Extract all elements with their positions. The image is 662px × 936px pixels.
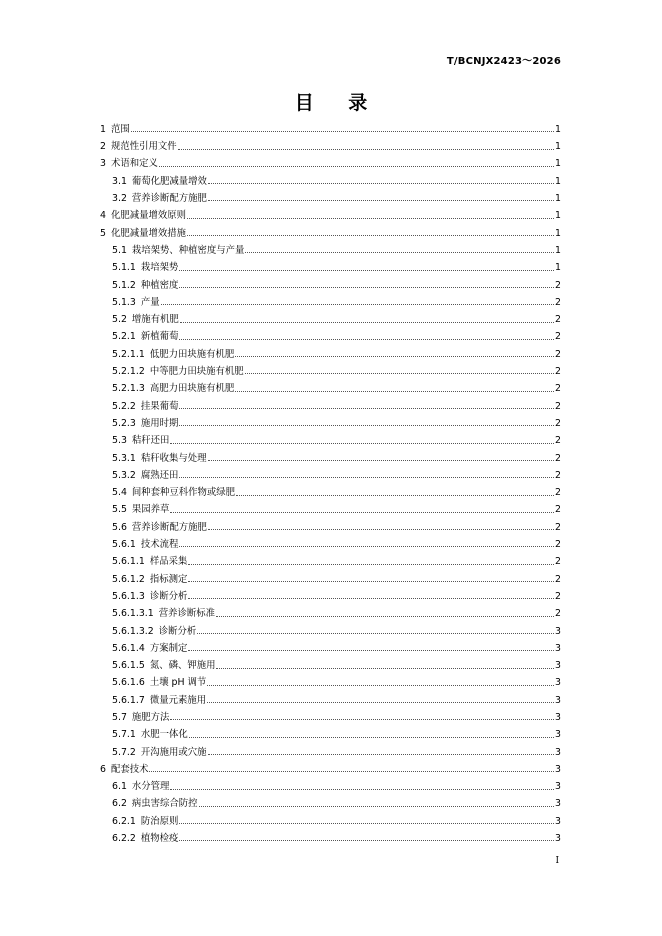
toc-entry-title: 腐熟还田 (140, 469, 179, 481)
toc-entry-number: 5.6.1.4 (112, 642, 145, 654)
toc-leader-dots (179, 476, 554, 478)
toc-entry-page: 2 (555, 504, 561, 516)
toc-entry-page: 2 (555, 314, 561, 326)
toc-entry[interactable] (100, 757, 561, 774)
toc-entry-title: 方案制定 (149, 642, 188, 654)
toc-entry-page: 3 (555, 642, 561, 654)
toc-entry-number: 5.2.1 (112, 331, 136, 343)
toc-leader-dots (179, 407, 554, 409)
toc-entry-title: 种植密度 (140, 279, 179, 291)
toc-entry-number: 5.6.1.6 (112, 677, 145, 689)
toc-entry-title: 开沟施用或穴施 (140, 746, 207, 758)
toc-entry-title: 施肥方法 (131, 711, 170, 723)
toc-entry-number: 5.7.2 (112, 746, 136, 758)
toc-entry[interactable] (100, 809, 561, 826)
toc-entry[interactable] (100, 636, 561, 653)
toc-leader-dots (197, 632, 554, 634)
toc-entry-title: 范围 (110, 123, 130, 135)
toc-entry-number: 5.6.1.1 (112, 556, 145, 568)
toc-entry-number: 6.2 (112, 798, 127, 810)
toc-entry-page: 2 (555, 487, 561, 499)
toc-entry-title: 栽培架势 (140, 262, 179, 274)
toc-leader-dots (245, 372, 554, 374)
toc-entry-number: 5.3.2 (112, 469, 136, 481)
toc-entry[interactable] (100, 826, 561, 843)
toc-entry[interactable] (100, 428, 561, 445)
toc-leader-dots (245, 251, 554, 253)
toc-leader-dots (170, 511, 554, 513)
toc-entry-page: 3 (555, 781, 561, 793)
toc-leader-dots (216, 667, 554, 669)
toc-entry-page: 3 (555, 677, 561, 689)
toc-leader-dots (187, 217, 554, 219)
toc-entry[interactable] (100, 203, 561, 220)
toc-entry[interactable] (100, 134, 561, 151)
toc-entry-title: 诊断分析 (158, 625, 197, 637)
toc-leader-dots (207, 684, 554, 686)
toc-entry-number: 5.2.1.3 (112, 383, 145, 395)
toc-entry-title: 营养诊断标准 (158, 608, 216, 620)
toc-entry-title: 高肥力田块施有机肥 (149, 383, 235, 395)
toc-leader-dots (188, 597, 554, 599)
toc-leader-dots (188, 649, 554, 651)
toc-entry-page: 1 (555, 193, 561, 205)
toc-entry-page: 2 (555, 331, 561, 343)
toc-entry-number: 6.1 (112, 781, 127, 793)
toc-leader-dots (179, 545, 554, 547)
toc-leader-dots (208, 182, 554, 184)
toc-leader-dots (161, 303, 554, 305)
toc-entry-number: 5.3.1 (112, 452, 136, 464)
toc-entry[interactable] (100, 221, 561, 238)
toc-entry-number: 5.6.1.7 (112, 694, 145, 706)
toc-leader-dots (208, 459, 555, 461)
toc-entry-number: 5.6.1 (112, 539, 136, 551)
toc-entry-page: 3 (555, 625, 561, 637)
toc-entry-title: 技术流程 (140, 539, 179, 551)
toc-entry[interactable] (100, 584, 561, 601)
toc-leader-dots (189, 736, 554, 738)
toc-entry-title: 果园养草 (131, 504, 170, 516)
toc-entry-number: 5.6.1.5 (112, 660, 145, 672)
toc-entry[interactable] (100, 549, 561, 566)
toc-leader-dots (149, 770, 554, 772)
toc-entry-number: 3.2 (112, 193, 127, 205)
toc-entry[interactable] (100, 792, 561, 809)
toc-entry-title: 配套技术 (110, 763, 149, 775)
toc-entry-title: 中等肥力田块施有机肥 (149, 366, 244, 378)
toc-entry-title: 诊断分析 (149, 590, 188, 602)
toc-leader-dots (170, 718, 554, 720)
toc-entry-page: 2 (555, 469, 561, 481)
toc-entry-title: 微量元素施用 (149, 694, 207, 706)
toc-leader-dots (179, 286, 554, 288)
toc-entry[interactable] (100, 186, 561, 203)
toc-leader-dots (208, 528, 554, 530)
toc-entry-page: 1 (555, 123, 561, 135)
toc-entry-page: 2 (555, 539, 561, 551)
toc-entry-page: 1 (555, 262, 561, 274)
toc-entry-title: 挂果葡萄 (140, 400, 179, 412)
toc-entry-title: 秸秆还田 (131, 435, 170, 447)
toc-entry[interactable] (100, 290, 561, 307)
page-title: 目 录 (294, 92, 382, 114)
toc-entry-number: 3 (100, 158, 106, 170)
toc-entry-page: 3 (555, 746, 561, 758)
toc-entry-title: 间种套种豆科作物或绿肥 (131, 487, 236, 499)
toc-entry-title: 施用时期 (140, 417, 179, 429)
toc-entry-page: 2 (555, 383, 561, 395)
toc-entry-title: 化肥减量增效原则 (110, 210, 186, 222)
toc-leader-dots (207, 701, 554, 703)
toc-entry-number: 5.6 (112, 521, 127, 533)
toc-entry-page: 2 (555, 608, 561, 620)
toc-entry-number: 5.1.3 (112, 296, 136, 308)
toc-entry-page: 1 (555, 175, 561, 187)
toc-entry-page: 3 (555, 833, 561, 845)
toc-entry-title: 规范性引用文件 (110, 141, 177, 153)
toc-entry[interactable] (100, 480, 561, 497)
table-of-contents (100, 117, 561, 843)
toc-entry-number: 1 (100, 123, 106, 135)
toc-entry-title: 氮、磷、钾施用 (149, 660, 216, 672)
toc-entry-page: 3 (555, 660, 561, 672)
standard-code: T/BCNJX2423～2026 (446, 56, 561, 67)
toc-entry-title: 营养诊断配方施肥 (131, 521, 207, 533)
toc-entry-title: 样品采集 (149, 556, 188, 568)
toc-entry-page: 1 (555, 141, 561, 153)
toc-entry-number: 5.2.1.1 (112, 348, 145, 360)
toc-entry-page: 2 (555, 435, 561, 447)
toc-leader-dots (180, 321, 554, 323)
toc-entry-page: 2 (555, 348, 561, 360)
toc-entry-page: 2 (555, 296, 561, 308)
toc-entry-number: 3.1 (112, 175, 127, 187)
toc-leader-dots (235, 355, 554, 357)
toc-entry[interactable] (100, 463, 561, 480)
toc-entry-page: 3 (555, 694, 561, 706)
toc-entry-number: 5.2 (112, 314, 127, 326)
toc-entry[interactable] (100, 515, 561, 532)
toc-entry-page: 2 (555, 521, 561, 533)
toc-leader-dots (236, 494, 554, 496)
toc-entry-title: 秸秆收集与处理 (140, 452, 207, 464)
toc-entry-number: 5.2.2 (112, 400, 136, 412)
toc-entry-page: 2 (555, 417, 561, 429)
toc-entry-number: 6.2.1 (112, 815, 136, 827)
toc-entry[interactable] (100, 532, 561, 549)
toc-entry[interactable] (100, 238, 561, 255)
toc-entry-number: 5.7 (112, 711, 127, 723)
toc-entry[interactable] (100, 740, 561, 757)
toc-leader-dots (208, 753, 555, 755)
toc-entry-page: 2 (555, 400, 561, 412)
toc-entry-number: 5.2.1.2 (112, 366, 145, 378)
toc-entry[interactable] (100, 117, 561, 134)
toc-leader-dots (179, 822, 554, 824)
toc-entry-title: 栽培架势、种植密度与产量 (131, 244, 245, 256)
toc-leader-dots (179, 424, 554, 426)
toc-leader-dots (178, 148, 554, 150)
toc-entry[interactable] (100, 411, 561, 428)
toc-entry-page: 2 (555, 590, 561, 602)
toc-entry[interactable] (100, 307, 561, 324)
toc-entry[interactable] (100, 671, 561, 688)
toc-leader-dots (216, 615, 554, 617)
toc-entry-title: 化肥减量增效措施 (110, 227, 186, 239)
toc-entry[interactable] (100, 619, 561, 636)
toc-entry-number: 5.7.1 (112, 729, 136, 741)
toc-leader-dots (235, 390, 554, 392)
toc-entry-number: 6.2.2 (112, 833, 136, 845)
toc-entry-number: 5 (100, 227, 106, 239)
toc-entry-title: 水肥一体化 (140, 729, 188, 741)
toc-entry[interactable] (100, 774, 561, 791)
toc-entry[interactable] (100, 359, 561, 376)
toc-entry[interactable] (100, 705, 561, 722)
toc-entry[interactable] (100, 169, 561, 186)
toc-leader-dots (187, 234, 554, 236)
toc-entry-page: 2 (555, 452, 561, 464)
toc-entry-number: 5.6.1.3.2 (112, 625, 154, 637)
toc-entry[interactable] (100, 567, 561, 584)
toc-entry-title: 低肥力田块施有机肥 (149, 348, 235, 360)
toc-entry-page: 1 (555, 210, 561, 222)
toc-entry-page: 3 (555, 729, 561, 741)
toc-entry-page: 3 (555, 711, 561, 723)
toc-entry-number: 2 (100, 141, 106, 153)
toc-leader-dots (188, 580, 554, 582)
toc-leader-dots (199, 805, 554, 807)
toc-entry-title: 水分管理 (131, 781, 170, 793)
toc-entry-number: 5.4 (112, 487, 127, 499)
toc-leader-dots (179, 839, 554, 841)
toc-entry-title: 葡萄化肥减量增效 (131, 175, 207, 187)
toc-entry-page: 2 (555, 556, 561, 568)
toc-entry-number: 5.6.1.2 (112, 573, 145, 585)
toc-entry-page: 3 (555, 798, 561, 810)
toc-entry-page: 1 (555, 227, 561, 239)
toc-entry-number: 5.3 (112, 435, 127, 447)
toc-entry-page: 2 (555, 366, 561, 378)
toc-entry[interactable] (100, 688, 561, 705)
toc-entry[interactable] (100, 273, 561, 290)
toc-entry-number: 5.6.1.3 (112, 590, 145, 602)
toc-leader-dots (188, 563, 554, 565)
page-number: I (555, 856, 559, 866)
toc-entry[interactable] (100, 394, 561, 411)
toc-entry-page: 3 (555, 815, 561, 827)
toc-entry[interactable] (100, 376, 561, 393)
toc-entry-number: 5.1 (112, 244, 127, 256)
toc-entry[interactable] (100, 653, 561, 670)
toc-entry-page: 1 (555, 244, 561, 256)
toc-leader-dots (170, 788, 554, 790)
toc-entry-number: 4 (100, 210, 106, 222)
toc-leader-dots (179, 338, 554, 340)
toc-entry[interactable] (100, 722, 561, 739)
toc-entry[interactable] (100, 255, 561, 272)
toc-leader-dots (170, 442, 554, 444)
toc-entry-title: 增施有机肥 (131, 314, 179, 326)
toc-entry-title: 防治原则 (140, 815, 179, 827)
toc-entry[interactable] (100, 498, 561, 515)
toc-entry-title: 指标测定 (149, 573, 188, 585)
toc-leader-dots (159, 165, 554, 167)
toc-entry-title: 术语和定义 (110, 158, 158, 170)
toc-entry-page: 1 (555, 158, 561, 170)
toc-entry-title: 病虫害综合防控 (131, 798, 198, 810)
toc-entry-title: 新植葡萄 (140, 331, 179, 343)
toc-entry-title: 土壤 pH 调节 (149, 677, 207, 689)
toc-entry-number: 5.1.1 (112, 262, 136, 274)
toc-entry[interactable] (100, 601, 561, 618)
toc-entry-page: 3 (555, 763, 561, 775)
toc-entry[interactable] (100, 342, 561, 359)
toc-entry[interactable] (100, 325, 561, 342)
toc-entry-number: 5.2.3 (112, 417, 136, 429)
toc-entry-page: 2 (555, 279, 561, 291)
toc-entry-number: 5.5 (112, 504, 127, 516)
toc-entry-page: 2 (555, 573, 561, 585)
toc-entry-number: 5.6.1.3.1 (112, 608, 154, 620)
toc-leader-dots (179, 269, 554, 271)
toc-entry-number: 5.1.2 (112, 279, 136, 291)
toc-leader-dots (208, 199, 554, 201)
toc-leader-dots (131, 130, 554, 132)
toc-entry-number: 6 (100, 763, 106, 775)
toc-entry-title: 产量 (140, 296, 160, 308)
toc-entry[interactable] (100, 152, 561, 169)
toc-entry-title: 营养诊断配方施肥 (131, 193, 207, 205)
toc-entry-title: 植物检疫 (140, 833, 179, 845)
toc-entry[interactable] (100, 446, 561, 463)
